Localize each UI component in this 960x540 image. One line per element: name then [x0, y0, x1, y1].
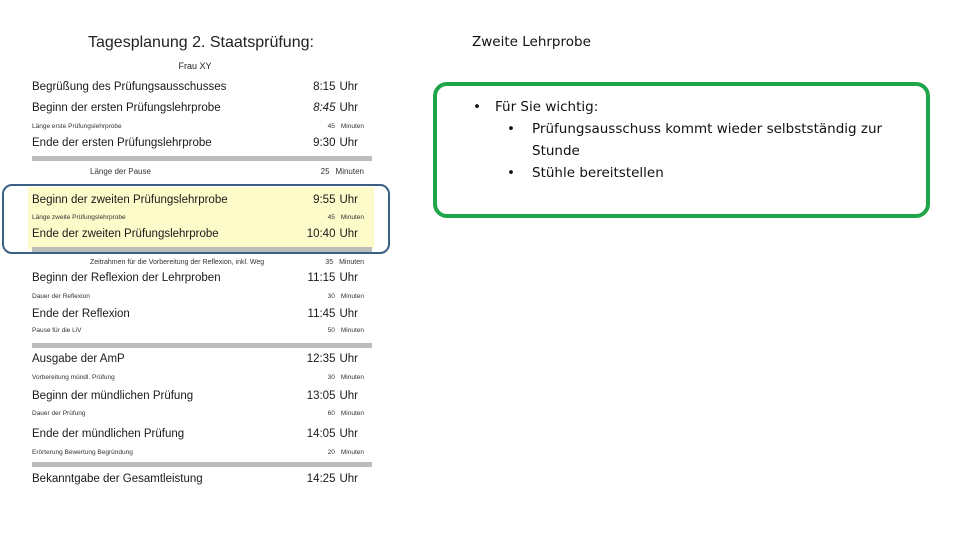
event-label: Ende der ersten Prüfungslehrprobe — [32, 137, 212, 149]
event-unit: Uhr — [339, 102, 358, 114]
event-time: 12:35 — [306, 353, 336, 365]
event-time: 11:45 — [307, 308, 336, 320]
duration-unit: Minuten — [340, 410, 364, 417]
note-item — [507, 118, 897, 162]
duration-unit: Minuten — [340, 327, 364, 334]
event-label: Ende der zweiten Prüfungslehrprobe — [32, 228, 219, 240]
duration-label: Länge der Pause — [90, 167, 151, 176]
duration-label: Pause für die LiV — [32, 327, 82, 334]
event-time: 8:45 — [313, 102, 336, 114]
separator-bar — [32, 462, 372, 467]
duration-value: 30 — [327, 293, 335, 300]
duration-value: 35 — [325, 259, 334, 266]
event-unit: Uhr — [339, 428, 358, 440]
duration-unit: Minuten — [340, 293, 364, 300]
note-item-text: Stühle bereitstellen — [532, 165, 664, 181]
separator-bar — [32, 156, 372, 161]
event-unit: Uhr — [339, 353, 358, 365]
event-time: 11:15 — [307, 272, 336, 284]
duration-label: Erörterung Bewertung Begründung — [32, 449, 133, 456]
duration-value: 20 — [327, 449, 335, 456]
event-unit: Uhr — [339, 194, 358, 206]
event-row — [32, 308, 358, 324]
note-heading: Für Sie wichtig: — [495, 99, 599, 115]
duration-unit: Minuten — [340, 123, 364, 130]
event-row — [32, 428, 358, 444]
event-label: Beginn der mündlichen Prüfung — [32, 390, 194, 402]
event-unit: Uhr — [339, 473, 358, 485]
duration-label: Länge erste Prüfungslehrprobe — [32, 123, 122, 130]
duration-row — [32, 326, 364, 336]
note-heading-line — [473, 96, 598, 118]
duration-value: 45 — [327, 214, 335, 221]
schedule-title: Tagesplanung 2. Staatsprüfung: — [88, 34, 314, 51]
event-label: Beginn der Reflexion der Lehrproben — [32, 272, 221, 284]
event-label: Ausgabe der AmP — [32, 353, 125, 365]
event-unit: Uhr — [339, 272, 358, 284]
event-time: 9:30 — [313, 137, 336, 149]
event-row — [32, 353, 358, 369]
duration-label: Vorbereitung mündl. Prüfung — [32, 374, 115, 381]
duration-value: 30 — [327, 374, 335, 381]
event-row — [32, 390, 358, 406]
duration-row — [32, 448, 364, 458]
duration-row — [32, 373, 364, 383]
event-label: Begrüßung des Prüfungsausschusses — [32, 81, 227, 93]
duration-unit: Minuten — [340, 214, 364, 221]
event-label: Ende der Reflexion — [32, 308, 130, 320]
event-time: 8:15 — [313, 81, 336, 93]
duration-label: Dauer der Reflexion — [32, 293, 90, 300]
note-item-text: Prüfungsausschuss kommt wieder selbstständig zur Stunde — [532, 121, 883, 159]
separator-bar — [32, 343, 372, 348]
duration-value: 50 — [327, 327, 335, 334]
event-row — [32, 473, 358, 489]
event-label: Beginn der ersten Prüfungslehrprobe — [32, 102, 221, 114]
event-row — [32, 102, 358, 118]
duration-unit: Minuten — [339, 259, 364, 266]
duration-row — [32, 166, 364, 178]
slide-title: Zweite Lehrprobe — [472, 34, 591, 50]
event-time: 9:55 — [313, 194, 336, 206]
duration-value: 45 — [327, 123, 335, 130]
duration-row — [32, 409, 364, 419]
duration-row — [32, 292, 364, 302]
note-item — [507, 162, 897, 184]
event-row — [32, 137, 358, 153]
duration-row — [32, 122, 364, 132]
duration-value: 25 — [320, 167, 330, 176]
duration-label: Dauer der Prüfung — [32, 410, 86, 417]
duration-unit: Minuten — [340, 449, 364, 456]
bullet-icon: • — [473, 99, 481, 115]
event-time: 10:40 — [306, 228, 336, 240]
bullet-icon: • — [507, 121, 515, 137]
duration-value: 60 — [327, 410, 335, 417]
event-unit: Uhr — [339, 308, 358, 320]
duration-label: Zeitrahmen für die Vorbereitung der Reflexion, inkl. Weg — [90, 259, 265, 266]
event-unit: Uhr — [339, 390, 358, 402]
event-row — [32, 272, 358, 288]
event-label: Beginn der zweiten Prüfungslehrprobe — [32, 194, 228, 206]
event-label: Ende der mündlichen Prüfung — [32, 428, 185, 440]
event-time: 14:05 — [306, 428, 336, 440]
event-unit: Uhr — [339, 81, 358, 93]
event-unit: Uhr — [339, 137, 358, 149]
event-label: Bekanntgabe der Gesamtleistung — [32, 473, 203, 485]
schedule-subtitle: Frau XY — [178, 61, 212, 71]
highlight-frame — [2, 184, 390, 254]
duration-label: Länge zweite Prüfungslehrprobe — [32, 214, 126, 221]
event-time: 14:25 — [306, 473, 336, 485]
event-time: 13:05 — [306, 390, 336, 402]
bullet-icon: • — [507, 165, 515, 181]
duration-row — [32, 258, 364, 268]
duration-unit: Minuten — [335, 167, 364, 176]
duration-unit: Minuten — [340, 374, 364, 381]
event-unit: Uhr — [339, 228, 358, 240]
event-row — [32, 81, 358, 97]
